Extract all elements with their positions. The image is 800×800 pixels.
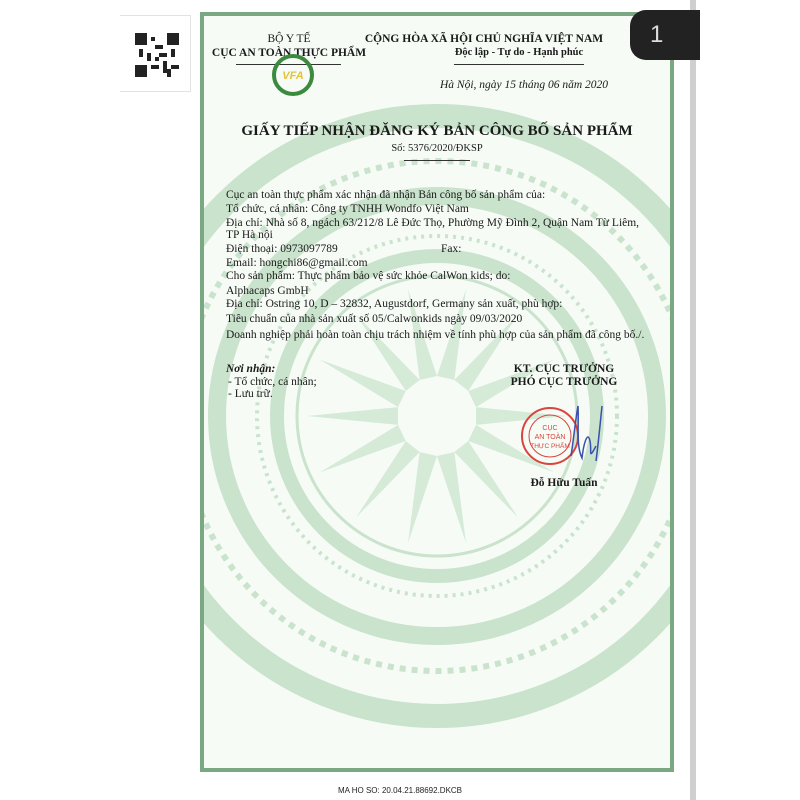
signer-name: Đỗ Hữu Tuấn [530, 477, 598, 489]
signer-title: KT. CỤC TRƯỞNG [513, 363, 615, 375]
body-line: Doanh nghiệp phải hoàn toàn chịu trách nhiệm về tính phù hợp của sản phẩm đã công bố./. [226, 329, 645, 341]
body-line: Cục an toàn thực phẩm xác nhận đã nhận Bản công bố sản phẩm của: [226, 189, 546, 201]
body-line: Tiêu chuẩn của nhà sản xuất số 05/Calwonkids ngày 09/03/2020 [226, 313, 523, 325]
document-title: GIẤY TIẾP NHẬN ĐĂNG KÝ BẢN CÔNG BỐ SẢN PHẨM [241, 123, 633, 139]
record-code: MA HO SO: 20.04.21.88692.DKCB [337, 786, 463, 795]
body-line: Cho sản phẩm: Thực phẩm bảo vệ sức khỏe CalWon kids; do: [226, 270, 511, 282]
svg-text:VFA: VFA [282, 70, 304, 82]
body-line: Tổ chức, cá nhân: Công ty TNHH Wondfo Việt Nam [226, 203, 469, 215]
recipient-item: - Lưu trữ. [228, 388, 273, 400]
page-number-badge: 1 [630, 10, 700, 60]
issue-date: Hà Nội, ngày 15 tháng 06 năm 2020 [439, 79, 609, 91]
star-ray [307, 407, 398, 425]
ministry-name: BỘ Y TẾ [267, 33, 311, 45]
country-name: CỘNG HÒA XÃ HỘI CHỦ NGHĨA VIỆT NAM [364, 33, 604, 45]
email: Email: hongchi86@gmail.com [226, 257, 368, 269]
motto: Độc lập - Tự do - Hạnh phúc [454, 47, 584, 58]
official-stamp [516, 396, 616, 476]
signer-subtitle: PHÓ CỤC TRƯỞNG [510, 376, 618, 388]
body-line: TP Hà nội [226, 229, 273, 241]
qr-code-icon [135, 33, 179, 77]
recipient-item: - Tổ chức, cá nhân; [228, 376, 317, 388]
body-line: Địa chỉ: Ostring 10, D – 32832, Augustdorf, Germany sản xuất, phù hợp: [226, 298, 563, 310]
svg-text:AN TOÀN: AN TOÀN [534, 434, 566, 441]
phone: Điện thoại: 0973097789 [226, 243, 338, 255]
star-ray [437, 452, 466, 543]
vfa-logo [270, 52, 316, 98]
qr-thumbnail[interactable] [120, 15, 191, 92]
body-line: Alphacaps GmbH [226, 285, 309, 297]
signature-icon [571, 406, 602, 461]
svg-text:CỤC: CỤC [542, 425, 558, 432]
certificate [200, 12, 674, 772]
recipients-heading: Nơi nhận: [226, 363, 276, 375]
fax: Fax: [441, 243, 462, 255]
document-number: Số: 5376/2020/ĐKSP [391, 143, 483, 154]
scrollbar[interactable] [690, 0, 696, 800]
star-ray [408, 452, 437, 543]
body-line: Địa chỉ: Nhà số 8, ngách 63/212/8 Lê Đức Thọ, Phường Mỹ Đình 2, Quận Nam Từ Liêm, [226, 217, 640, 229]
agency-name: CỤC AN TOÀN THỰC PHẨM [211, 47, 367, 59]
svg-text:THỰC PHẨM: THỰC PHẨM [530, 443, 570, 450]
